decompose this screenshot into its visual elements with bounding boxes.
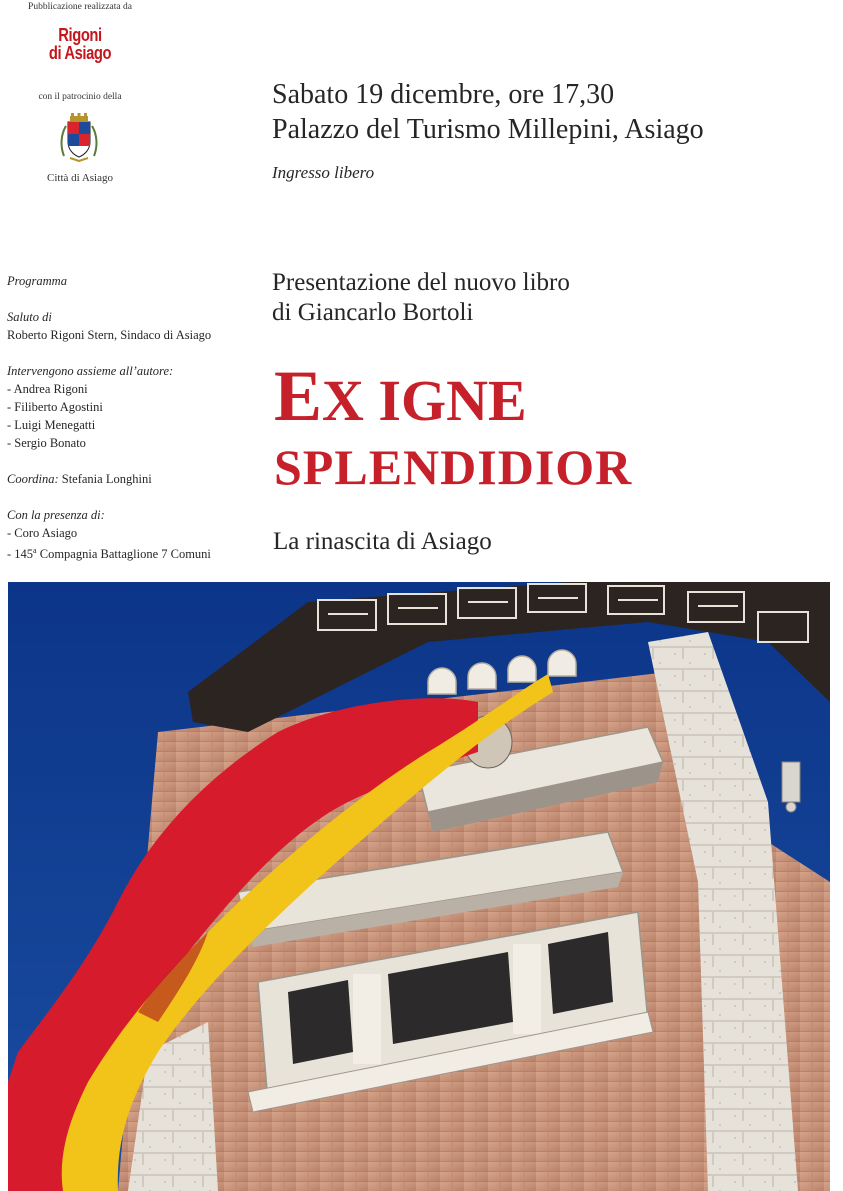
book-title [274,356,633,502]
book-intro [272,268,570,328]
speaker-item: - Sergio Bonato [7,436,86,450]
logo-line-2: di Asiago [48,43,112,63]
greeting-label: Saluto di [7,310,52,324]
book-title-line-2: SPLENDIDIOR [274,439,633,495]
program-section [7,272,262,563]
rigoni-di-asiago-logo [47,26,113,62]
program-heading: Programma [7,274,67,288]
speakers-label: Intervengono assieme all’autore: [7,364,174,378]
book-author-line: di Giancarlo Bortoli [272,299,474,326]
event-place: Palazzo del Turismo Millepini, Asiago [272,114,704,145]
event-entry: Ingresso libero [272,163,375,182]
city-label: Città di Asiago [47,172,113,184]
patronage-label: con il patrocinio della [38,92,122,102]
presence-item: - 145$^a$ Compagnia Battaglione 7 Comuni [7,546,211,562]
cover-photo [8,582,830,1191]
published-by-label: Pubblicazione realizzata da [28,2,132,12]
presence-item: - Coro Asiago [7,526,78,540]
greeting-name: Roberto Rigoni Stern, Sindaco di Asiago [7,328,212,342]
presence-label: Con la presenza di: [7,508,105,522]
book-subtitle: La rinascita di Asiago [273,528,492,555]
tower-with-flag-illustration [8,582,830,1191]
speaker-item: - Andrea Rigoni [7,382,88,396]
moderator-name: Stefania Longhini [58,472,152,486]
moderator-line [7,470,262,488]
book-title-line-1: EX IGNE [274,356,527,436]
moderator-label: Coordina: [7,472,59,486]
book-intro-line: Presentazione del nuovo libro [272,269,570,296]
event-date: Sabato 19 dicembre, ore 17,30 [272,79,615,110]
city-crest-icon [58,112,100,162]
speaker-item: - Filiberto Agostini [7,400,103,414]
speaker-item: - Luigi Menegatti [7,418,96,432]
logo-line-1: Rigoni [58,25,102,45]
